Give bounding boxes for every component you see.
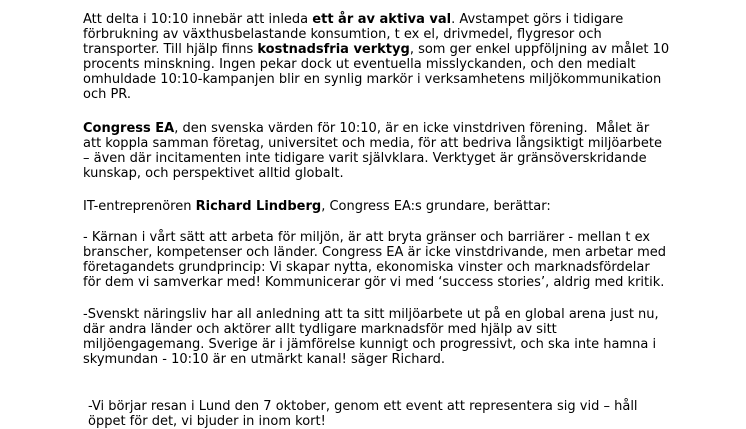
intro-paragraph	[83, 12, 669, 102]
text-line: öppet för det, vi bjuder in inom kort!	[88, 414, 326, 429]
quote-paragraph-2	[83, 307, 659, 367]
text-line	[83, 121, 662, 136]
founder-intro-paragraph	[83, 199, 551, 214]
bold-phrase-free-tools: kostnadsfria verktyg	[257, 42, 410, 57]
text-line: kunskap, och perspektivet alltid globalt.	[83, 166, 344, 181]
text-line: förbrukning av växthusbelastande konsumtion, t ex el, drivmedel, flygresor och	[83, 27, 602, 42]
text-line: -Svenskt näringsliv har all anledning att ta sitt miljöarbete ut på en global arena just nu,	[83, 307, 659, 322]
text-line	[83, 12, 669, 27]
text-line: företagandets grundprincip: Vi skapar nytta, ekonomiska vinster och marknadsfördelar	[83, 260, 650, 275]
text-line: - Kärnan i vårt sätt att arbeta för miljön, är att bryta gränser och barriärer - mellan t ex	[83, 230, 651, 245]
text-run: . Avstampet görs i tidigare	[451, 12, 624, 27]
text-line: och PR.	[83, 87, 132, 102]
text-line: -Vi börjar resan i Lund den 7 oktober, genom ett event att representera sig vid – håll	[88, 399, 638, 414]
text-line	[83, 199, 551, 214]
bold-phrase-active-choices: ett år av aktiva val	[312, 12, 452, 27]
bold-phrase-richard-lindberg: Richard Lindberg	[195, 199, 322, 214]
text-line: för dem vi samverkar med! Kommunicerar gör vi med ‘success stories’, aldrig med kritik.	[83, 275, 665, 290]
text-run: Att delta i 10:10 innebär att inleda	[83, 12, 313, 27]
text-line: där andra länder och aktörer allt tydligare marknadsför med hjälp av sitt	[83, 322, 557, 337]
text-line: att koppla samman företag, universitet och media, för att bedriva långsiktigt miljöarbete	[83, 136, 662, 151]
text-run: IT-entreprenören	[83, 199, 196, 214]
text-run: , Congress EA:s grundare, berättar:	[321, 199, 551, 214]
text-line	[83, 42, 669, 57]
text-line: – även där incitamenten inte tidigare varit självklara. Verktyget är gränsöverskridande	[83, 151, 647, 166]
text-line: omhuldade 10:10-kampanjen blir en synlig markör i verksamhetens miljökommunikation	[83, 72, 662, 87]
bold-phrase-congress-ea: Congress EA	[83, 121, 175, 136]
text-line: miljöengagemang. Sverige är i jämförelse kunnigt och progressivt, och ska inte hamna i	[83, 337, 657, 352]
text-run: transporter. Till hjälp finns	[83, 42, 258, 57]
quote-paragraph-3	[88, 399, 638, 429]
text-line: skymundan - 10:10 är en utmärkt kanal! säger Richard.	[83, 352, 445, 367]
text-run: , som ger enkel uppföljning av målet 10	[409, 42, 670, 57]
quote-paragraph-1	[83, 230, 666, 290]
congress-ea-paragraph	[83, 121, 662, 181]
text-run: , den svenska värden för 10:10, är en icke vinstdriven förening. Målet är	[174, 121, 650, 136]
text-line: procents minskning. Ingen pekar dock ut eventuella misslyckanden, och den medialt	[83, 57, 636, 72]
text-line: branscher, kompetenser och länder. Congress EA är icke vinstdrivande, men arbetar med	[83, 245, 667, 260]
